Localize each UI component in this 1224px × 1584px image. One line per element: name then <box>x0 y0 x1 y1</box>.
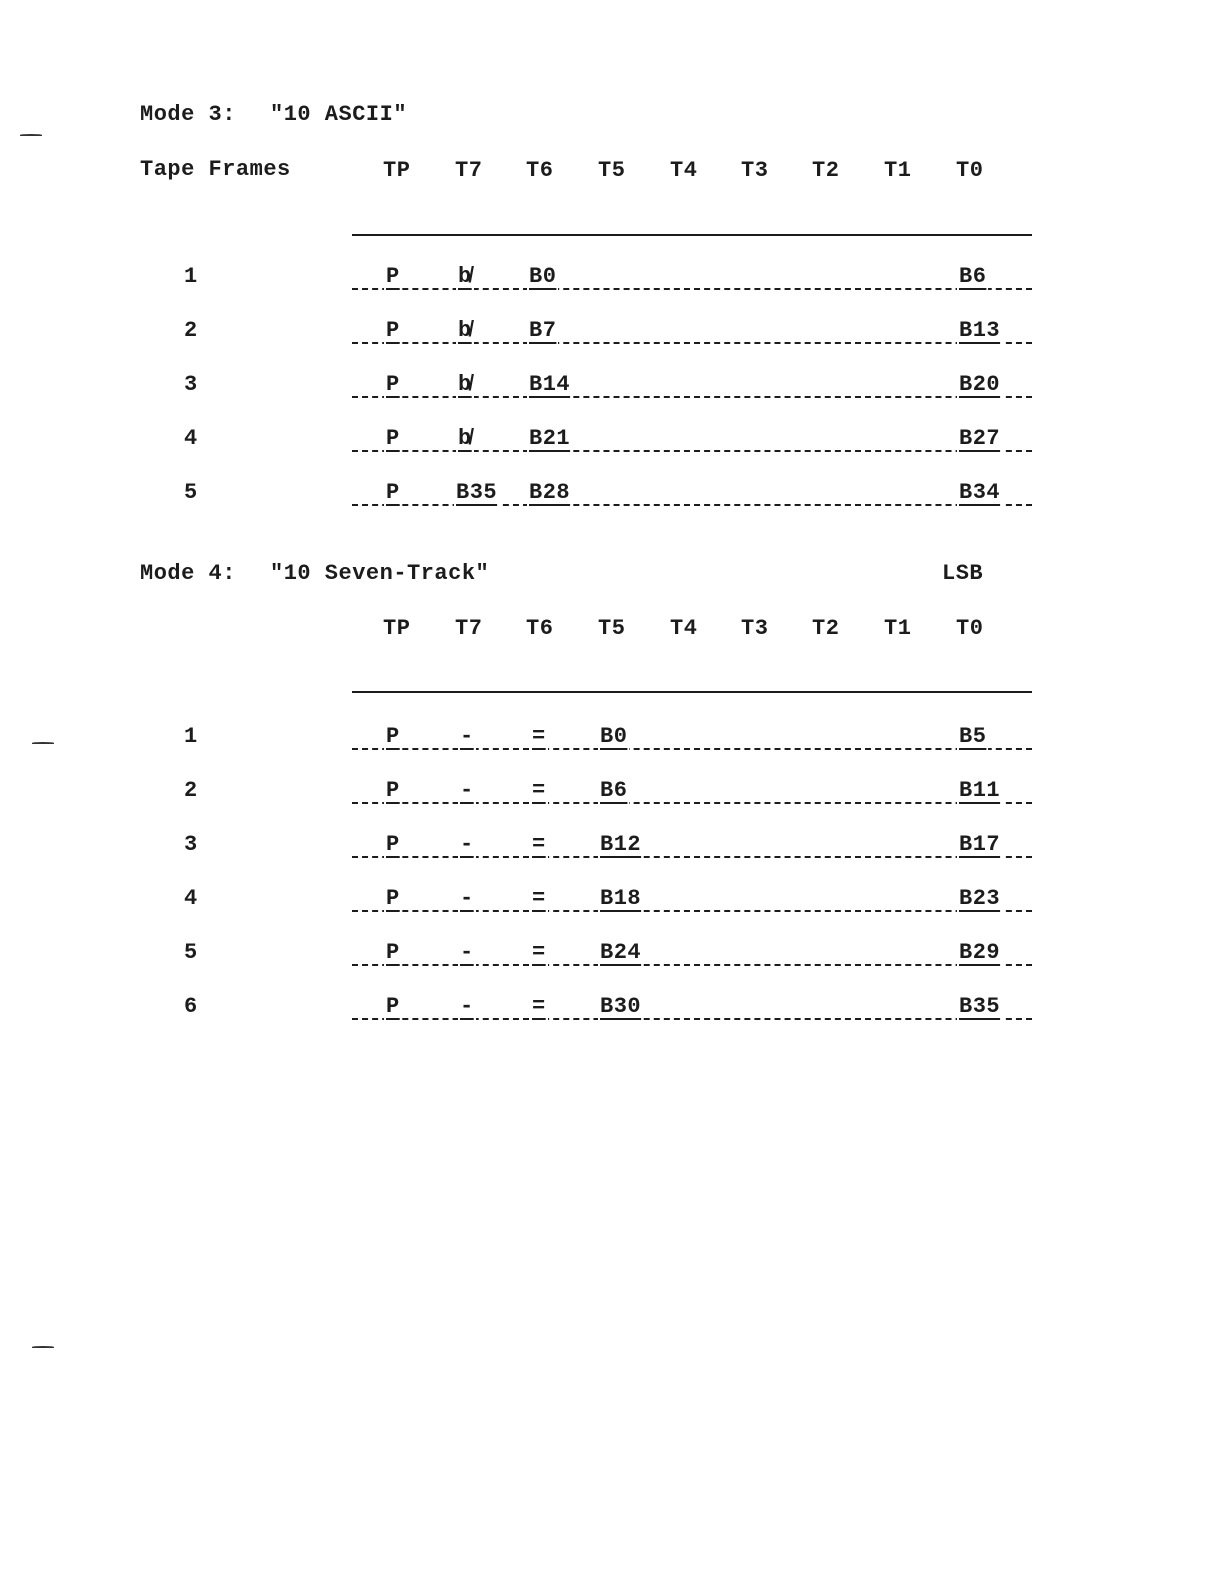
bit-t5: B18 <box>600 886 642 911</box>
col-header-t0: T0 <box>956 158 984 183</box>
mode4-label: Mode 4: <box>140 561 236 586</box>
bit-t5: B0 <box>600 724 628 749</box>
bit-tp: P <box>386 886 400 911</box>
frame-number: 3 <box>184 372 198 397</box>
bit-t7: B35 <box>456 480 498 505</box>
bit-t0: B6 <box>959 264 987 289</box>
bit-t0: B13 <box>959 318 1001 343</box>
margin-mark <box>20 134 42 136</box>
bit-t6: = <box>532 994 546 1019</box>
bit-t7: b̸ <box>458 264 472 289</box>
bit-t7: - <box>460 886 474 911</box>
frame-number: 5 <box>184 940 198 965</box>
bit-tp: P <box>386 318 400 343</box>
bit-t6: = <box>532 778 546 803</box>
bit-tp: P <box>386 372 400 397</box>
bit-t5: B30 <box>600 994 642 1019</box>
frame-number: 5 <box>184 480 198 505</box>
margin-mark <box>32 742 54 744</box>
col-header-t5: T5 <box>598 158 626 183</box>
frame-number: 3 <box>184 832 198 857</box>
bit-t6: = <box>532 832 546 857</box>
mode4-name: "10 Seven-Track" <box>270 561 490 586</box>
col-header-t4: T4 <box>670 158 698 183</box>
bit-tp: P <box>386 832 400 857</box>
col-header-t2: T2 <box>812 158 840 183</box>
bit-tp: P <box>386 994 400 1019</box>
frame-rule <box>352 342 1032 344</box>
col-header-t2: T2 <box>812 616 840 641</box>
bit-tp: P <box>386 940 400 965</box>
frame-number: 4 <box>184 886 198 911</box>
frame-number: 4 <box>184 426 198 451</box>
bit-t0: B5 <box>959 724 987 749</box>
col-header-t1: T1 <box>884 158 912 183</box>
bit-tp: P <box>386 778 400 803</box>
bit-t7: b̸ <box>458 318 472 343</box>
frame-rule <box>352 396 1032 398</box>
col-header-t1: T1 <box>884 616 912 641</box>
bit-t6: = <box>532 724 546 749</box>
bit-tp: P <box>386 480 400 505</box>
bit-t6: B7 <box>529 318 557 343</box>
bit-t7: - <box>460 940 474 965</box>
bit-t0: B27 <box>959 426 1001 451</box>
bit-t6: = <box>532 940 546 965</box>
margin-mark <box>32 1346 54 1348</box>
col-header-tp: TP <box>383 616 411 641</box>
frame-rule <box>352 910 1032 912</box>
bit-t6: B14 <box>529 372 571 397</box>
tape-frames-header: Tape Frames <box>140 157 291 182</box>
frame-number: 2 <box>184 318 198 343</box>
bit-t6: B0 <box>529 264 557 289</box>
header-rule <box>352 691 1032 693</box>
bit-t0: B34 <box>959 480 1001 505</box>
bit-tp: P <box>386 426 400 451</box>
frame-rule <box>352 450 1032 452</box>
col-header-t3: T3 <box>741 158 769 183</box>
col-header-t3: T3 <box>741 616 769 641</box>
bit-tp: P <box>386 264 400 289</box>
bit-t7: - <box>460 994 474 1019</box>
bit-t7: b̸ <box>458 426 472 451</box>
col-header-t7: T7 <box>455 616 483 641</box>
bit-t6: B28 <box>529 480 571 505</box>
frame-number: 6 <box>184 994 198 1019</box>
bit-t5: B6 <box>600 778 628 803</box>
bit-t7: - <box>460 832 474 857</box>
frame-rule <box>352 964 1032 966</box>
frame-number: 2 <box>184 778 198 803</box>
bit-t0: B35 <box>959 994 1001 1019</box>
bit-t0: B20 <box>959 372 1001 397</box>
col-header-t4: T4 <box>670 616 698 641</box>
frame-number: 1 <box>184 724 198 749</box>
col-header-t6: T6 <box>526 158 554 183</box>
mode3-label: Mode 3: <box>140 102 236 127</box>
bit-t7: - <box>460 724 474 749</box>
frame-rule <box>352 288 1032 290</box>
bit-t7: - <box>460 778 474 803</box>
col-header-t6: T6 <box>526 616 554 641</box>
bit-t0: B23 <box>959 886 1001 911</box>
bit-t7: b̸ <box>458 372 472 397</box>
bit-t5: B24 <box>600 940 642 965</box>
col-header-tp: TP <box>383 158 411 183</box>
frame-rule <box>352 1018 1032 1020</box>
bit-t6: = <box>532 886 546 911</box>
bit-t0: B17 <box>959 832 1001 857</box>
mode3-name: "10 ASCII" <box>270 102 408 127</box>
bit-tp: P <box>386 724 400 749</box>
header-rule <box>352 234 1032 236</box>
bit-t6: B21 <box>529 426 571 451</box>
col-header-t5: T5 <box>598 616 626 641</box>
frame-rule <box>352 748 1032 750</box>
col-header-t0: T0 <box>956 616 984 641</box>
lsb-label: LSB <box>942 561 984 586</box>
bit-t0: B29 <box>959 940 1001 965</box>
frame-number: 1 <box>184 264 198 289</box>
frame-rule <box>352 856 1032 858</box>
frame-rule <box>352 802 1032 804</box>
col-header-t7: T7 <box>455 158 483 183</box>
bit-t5: B12 <box>600 832 642 857</box>
bit-t0: B11 <box>959 778 1001 803</box>
